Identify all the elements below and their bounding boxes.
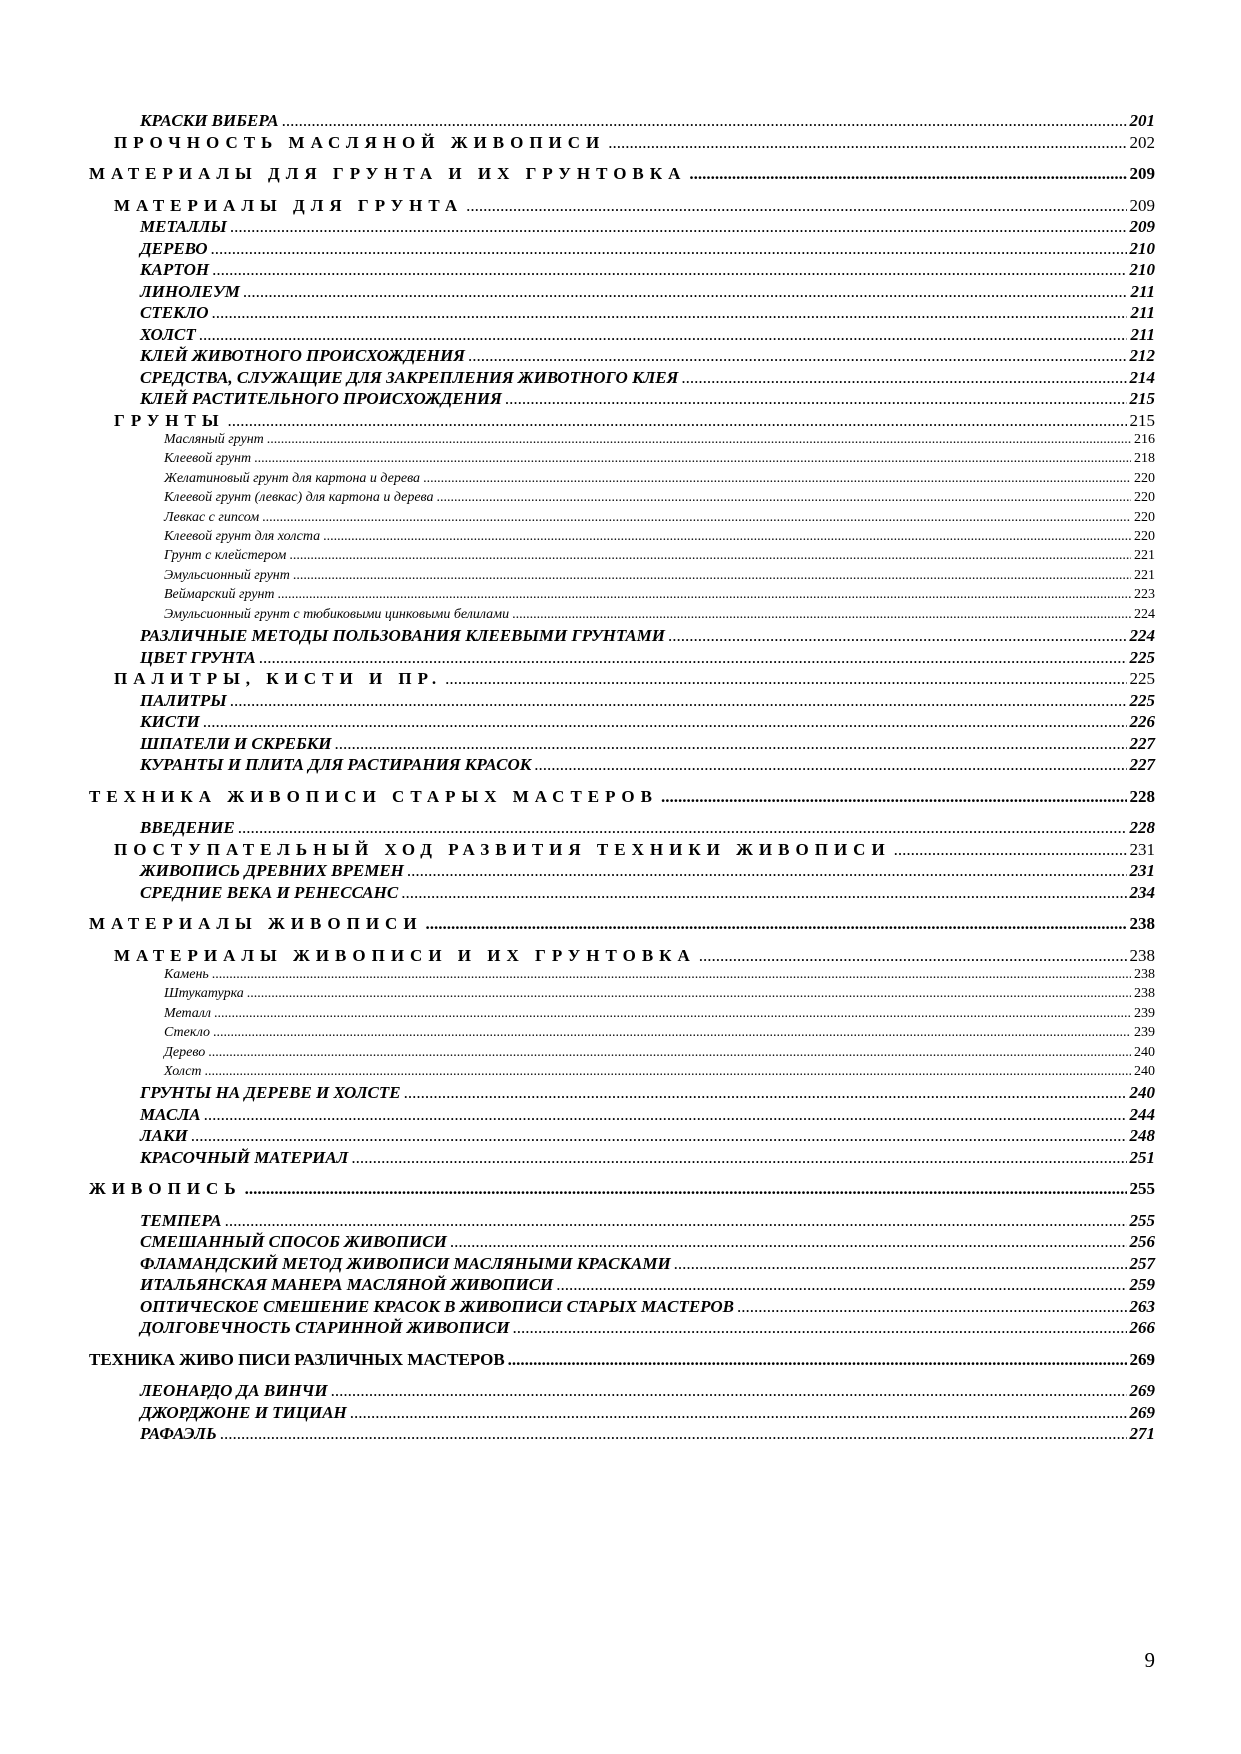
toc-entry-title: РАЗЛИЧНЫЕ МЕТОДЫ ПОЛЬЗОВАНИЯ КЛЕЕВЫМИ ГРУНТАМИ xyxy=(140,626,665,645)
toc-entry-page: 212 xyxy=(1129,346,1155,365)
toc-entry-title: ДЕРЕВО xyxy=(140,238,208,258)
toc-entry-page: 210 xyxy=(1129,238,1155,258)
toc-entry[interactable] xyxy=(0,239,1241,259)
toc-entry-title: КРАСКИ ВИБЕРА xyxy=(140,111,279,130)
toc-entry-page: 256 xyxy=(1129,1232,1155,1252)
toc-entry-title: Желатиновый грунт для картона и дерева xyxy=(164,470,421,486)
toc-entry[interactable] xyxy=(0,1275,1241,1295)
toc-entry-title: Масляный грунт xyxy=(164,432,264,447)
toc-entry-page: 223 xyxy=(1134,587,1155,603)
toc-entry[interactable] xyxy=(0,411,1241,431)
toc-entry-page: 209 xyxy=(1129,195,1155,215)
toc-entry[interactable] xyxy=(0,648,1241,668)
toc-entry-title: МАТЕРИАЛЫ ЖИВОПИСИ xyxy=(89,914,423,933)
dot-leader xyxy=(404,1083,1127,1103)
toc-entry-page: 227 xyxy=(1129,755,1155,774)
toc-entry-page: 248 xyxy=(1129,1126,1155,1146)
dot-leader xyxy=(426,914,1127,934)
toc-entry-title: ПАЛИТРЫ, КИСТИ И ПР. xyxy=(114,669,443,688)
toc-entry-title: МАТЕРИАЛЫ ДЛЯ ГРУНТА xyxy=(114,195,464,215)
toc-entry-title: ПАЛИТРЫ xyxy=(140,690,227,710)
toc-entry[interactable] xyxy=(0,490,1241,506)
dot-leader xyxy=(681,368,1126,388)
dot-leader xyxy=(894,840,1127,860)
toc-entry[interactable] xyxy=(0,164,1241,184)
dot-leader xyxy=(191,1126,1127,1146)
toc-entry[interactable] xyxy=(0,1064,1241,1080)
dot-leader xyxy=(204,1105,1127,1125)
toc-entry[interactable] xyxy=(0,471,1241,487)
dot-leader xyxy=(661,787,1127,807)
toc-entry-page: 257 xyxy=(1129,1253,1155,1273)
dot-leader xyxy=(350,1403,1127,1423)
toc-entry[interactable] xyxy=(0,217,1241,237)
toc-entry-page: 238 xyxy=(1134,967,1155,982)
dot-leader xyxy=(213,1025,1131,1041)
toc-entry[interactable] xyxy=(0,818,1241,838)
toc-entry-title: МАТЕРИАЛЫ ЖИВОПИСИ И ИХ ГРУНТОВКА xyxy=(114,945,696,965)
toc-entry[interactable] xyxy=(0,755,1241,775)
toc-entry[interactable] xyxy=(0,325,1241,345)
toc-entry-title: ПРОЧНОСТЬ МАСЛЯНОЙ ЖИВОПИСИ xyxy=(114,132,606,152)
toc-entry-title: Камень xyxy=(164,967,209,982)
toc-entry[interactable] xyxy=(0,133,1241,153)
dot-leader xyxy=(466,196,1126,216)
toc-entry[interactable] xyxy=(0,1045,1241,1061)
toc-entry-page: 263 xyxy=(1129,1296,1155,1316)
toc-entry-title: Клеевой грунт для холста xyxy=(164,529,321,544)
toc-entry-title: Дерево xyxy=(164,1044,206,1060)
dot-leader xyxy=(699,946,1127,966)
toc-entry-title: Штукатурка xyxy=(164,986,244,1002)
toc-entry-title: ГРУНТЫ xyxy=(114,410,225,430)
toc-entry-title: ИТАЛЬЯНСКАЯ МАНЕРА МАСЛЯНОЙ ЖИВОПИСИ xyxy=(140,1275,554,1295)
dot-leader xyxy=(228,411,1127,431)
toc-entry[interactable] xyxy=(0,1148,1241,1168)
toc-entry[interactable] xyxy=(0,840,1241,860)
toc-entry-title: ТЕМПЕРА xyxy=(140,1210,222,1230)
dot-leader xyxy=(230,217,1127,237)
toc-entry-title: СТЕКЛО xyxy=(140,303,209,322)
toc-entry-title: Клеевой грунт xyxy=(164,451,252,467)
toc-entry[interactable] xyxy=(0,282,1241,302)
toc-entry-page: 255 xyxy=(1129,1179,1155,1199)
dot-leader xyxy=(556,1275,1126,1295)
dot-leader xyxy=(423,471,1131,487)
dot-leader xyxy=(243,282,1128,302)
toc-entry[interactable] xyxy=(0,914,1241,934)
toc-entry-page: 238 xyxy=(1134,986,1155,1002)
toc-entry-page: 238 xyxy=(1129,914,1155,933)
toc-entry-page: 255 xyxy=(1129,1210,1155,1230)
dot-leader xyxy=(262,510,1131,526)
toc-entry-title: ЛЕОНАРДО ДА ВИНЧИ xyxy=(140,1381,328,1401)
toc-entry-page: 227 xyxy=(1129,733,1155,753)
toc-entry-page: 202 xyxy=(1129,132,1155,152)
toc-entry-title: РАФАЭЛЬ xyxy=(140,1424,217,1444)
dot-leader xyxy=(450,1232,1127,1252)
toc-entry-page: 266 xyxy=(1129,1318,1155,1338)
dot-leader xyxy=(212,967,1131,983)
dot-leader xyxy=(212,303,1128,323)
toc-entry-title: Металл xyxy=(164,1005,211,1021)
toc-entry-title: ВВЕДЕНИЕ xyxy=(140,818,235,837)
toc-entry-page: 239 xyxy=(1134,1005,1155,1021)
dot-leader xyxy=(245,1179,1127,1199)
toc-entry[interactable] xyxy=(0,368,1241,388)
toc-entry-title: ОПТИЧЕСКОЕ СМЕШЕНИЕ КРАСОК В ЖИВОПИСИ СТАРЫХ МАСТЕРОВ xyxy=(140,1296,734,1316)
toc-entry-page: 215 xyxy=(1129,410,1155,430)
toc-entry-page: 220 xyxy=(1134,509,1155,525)
toc-entry-title: МЕТАЛЛЫ xyxy=(140,217,227,236)
toc-entry-title: ГРУНТЫ НА ДЕРЕВЕ И ХОЛСТЕ xyxy=(140,1083,401,1103)
toc-entry[interactable] xyxy=(0,669,1241,689)
toc-entry-page: 226 xyxy=(1129,712,1155,731)
dot-leader xyxy=(259,648,1127,668)
toc-entry-page: 225 xyxy=(1129,690,1155,710)
toc-entry[interactable] xyxy=(0,529,1241,545)
dot-leader xyxy=(505,389,1127,409)
dot-leader xyxy=(214,1006,1131,1022)
dot-leader xyxy=(513,1318,1127,1338)
toc-entry-title: СРЕДНИЕ ВЕКА И РЕНЕССАНС xyxy=(140,882,399,902)
toc-entry-title: КИСТИ xyxy=(140,712,200,731)
toc-entry-title: ДОЛГОВЕЧНОСТЬ СТАРИННОЙ ЖИВОПИСИ xyxy=(140,1318,510,1338)
toc-entry-title: ТЕХНИКА ЖИВОПИСИ СТАРЫХ МАСТЕРОВ xyxy=(89,786,658,806)
toc-entry-title: Веймарский грунт xyxy=(164,587,275,603)
toc-entry-page: 224 xyxy=(1129,626,1155,645)
toc-entry-title: ЖИВОПИСЬ xyxy=(89,1179,242,1199)
toc-entry[interactable] xyxy=(0,1232,1241,1252)
dot-leader xyxy=(468,346,1127,366)
dot-leader xyxy=(267,432,1131,448)
toc-entry-page: 234 xyxy=(1129,882,1155,902)
toc-entry[interactable] xyxy=(0,1211,1241,1231)
toc-entry-page: 214 xyxy=(1129,367,1155,387)
toc-entry-page: 240 xyxy=(1134,1064,1155,1079)
toc-entry-page: 210 xyxy=(1129,260,1155,279)
toc-entry[interactable] xyxy=(0,451,1241,467)
dot-leader xyxy=(289,548,1131,564)
toc-entry[interactable] xyxy=(0,1006,1241,1022)
toc-entry[interactable] xyxy=(0,883,1241,903)
toc-entry-page: 269 xyxy=(1129,1381,1155,1401)
dot-leader xyxy=(211,239,1127,259)
dot-leader xyxy=(737,1297,1127,1317)
toc-entry-title: СМЕШАННЫЙ СПОСОБ ЖИВОПИСИ xyxy=(140,1232,447,1252)
toc-entry[interactable] xyxy=(0,1424,1241,1444)
dot-leader xyxy=(689,164,1126,184)
toc-entry[interactable] xyxy=(0,1126,1241,1146)
toc-entry-title: ДЖОРДЖОНЕ И ТИЦИАН xyxy=(140,1402,347,1422)
toc-entry-page: 209 xyxy=(1129,217,1155,236)
toc-entry[interactable] xyxy=(0,967,1241,983)
toc-entry[interactable] xyxy=(0,568,1241,584)
toc-entry-page: 228 xyxy=(1129,786,1155,806)
toc-entry-page: 269 xyxy=(1129,1402,1155,1422)
dot-leader xyxy=(199,325,1128,345)
toc-entry-page: 215 xyxy=(1129,389,1155,408)
toc-entry-title: ПОСТУПАТЕЛЬНЫЙ ХОД РАЗВИТИЯ ТЕХНИКИ ЖИВОПИСИ xyxy=(114,839,891,859)
toc-entry[interactable] xyxy=(0,1318,1241,1338)
dot-leader xyxy=(674,1254,1127,1274)
dot-leader xyxy=(534,755,1126,775)
toc-entry[interactable] xyxy=(0,986,1241,1002)
toc-entry-page: 201 xyxy=(1129,111,1155,130)
toc-entry-page: 259 xyxy=(1129,1275,1155,1295)
toc-entry[interactable] xyxy=(0,587,1241,603)
toc-entry-page: 269 xyxy=(1129,1349,1155,1369)
toc-entry-page: 239 xyxy=(1134,1025,1155,1041)
toc-entry[interactable] xyxy=(0,712,1241,732)
toc-entry-page: 220 xyxy=(1134,529,1155,544)
dot-leader xyxy=(335,734,1127,754)
dot-leader xyxy=(323,529,1131,545)
toc-entry-title: ФЛАМАНДСКИЙ МЕТОД ЖИВОПИСИ МАСЛЯНЫМИ КРАСКАМИ xyxy=(140,1253,671,1273)
dot-leader xyxy=(331,1381,1127,1401)
toc-entry[interactable] xyxy=(0,1381,1241,1401)
page-number: 9 xyxy=(1144,1648,1155,1672)
toc-entry-title: ЛИНОЛЕУМ xyxy=(140,281,240,301)
dot-leader xyxy=(278,587,1131,603)
dot-leader xyxy=(512,607,1131,623)
toc-entry-page: 225 xyxy=(1129,669,1155,688)
dot-leader xyxy=(407,861,1127,881)
toc-entry[interactable] xyxy=(0,260,1241,280)
toc-entry[interactable] xyxy=(0,1083,1241,1103)
toc-entry[interactable] xyxy=(0,111,1241,131)
toc-entry[interactable] xyxy=(0,734,1241,754)
dot-leader xyxy=(401,883,1126,903)
toc-entry-page: 211 xyxy=(1130,324,1155,344)
toc-entry-title: ЖИВОПИСЬ ДРЕВНИХ ВРЕМЕН xyxy=(140,861,404,880)
toc-entry-title: Грунт с клейстером xyxy=(164,548,287,564)
dot-leader xyxy=(668,626,1127,646)
toc-entry-title: Холст xyxy=(164,1064,202,1079)
toc-entry-title: КУРАНТЫ И ПЛИТА ДЛЯ РАСТИРАНИЯ КРАСОК xyxy=(140,755,532,774)
toc-entry-title: Левкас с гипсом xyxy=(164,509,260,525)
toc-entry-title: КЛЕЙ ЖИВОТНОГО ПРОИСХОЖДЕНИЯ xyxy=(140,346,465,365)
dot-leader xyxy=(208,1045,1131,1061)
toc-entry-page: 221 xyxy=(1134,567,1155,583)
dot-leader xyxy=(220,1424,1127,1444)
toc-entry-title: МАСЛА xyxy=(140,1104,201,1124)
toc-entry[interactable] xyxy=(0,1025,1241,1041)
toc-entry-page: 224 xyxy=(1134,606,1155,622)
toc-entry-title: КРАСОЧНЫЙ МАТЕРИАЛ xyxy=(140,1147,349,1167)
dot-leader xyxy=(293,568,1131,584)
toc-entry-title: СРЕДСТВА, СЛУЖАЩИЕ ДЛЯ ЗАКРЕПЛЕНИЯ ЖИВОТНОГО КЛЕЯ xyxy=(140,367,679,387)
dot-leader xyxy=(247,986,1131,1002)
toc-entry-page: 240 xyxy=(1129,1083,1155,1103)
dot-leader xyxy=(238,818,1127,838)
toc-entry-page: 211 xyxy=(1130,303,1155,322)
toc-entry-title: ЦВЕТ ГРУНТА xyxy=(140,647,256,667)
dot-leader xyxy=(282,111,1127,131)
dot-leader xyxy=(205,1064,1131,1080)
toc-entry-page: 221 xyxy=(1134,548,1155,564)
toc-entry[interactable] xyxy=(0,861,1241,881)
toc-entry-page: 209 xyxy=(1129,164,1155,183)
toc-entry[interactable] xyxy=(0,389,1241,409)
dot-leader xyxy=(445,669,1126,689)
dot-leader xyxy=(608,133,1126,153)
toc-entry-page: 251 xyxy=(1129,1147,1155,1167)
dot-leader xyxy=(351,1148,1126,1168)
toc-entry-title: Стекло xyxy=(164,1025,210,1041)
toc-entry-title: Клеевой грунт (левкас) для картона и дерева xyxy=(164,490,434,506)
toc-entry-title: МАТЕРИАЛЫ ДЛЯ ГРУНТА И ИХ ГРУНТОВКА xyxy=(89,164,687,183)
toc-entry[interactable] xyxy=(0,1350,1241,1370)
toc-entry[interactable] xyxy=(0,1403,1241,1423)
toc-entry[interactable] xyxy=(0,303,1241,323)
toc-entry[interactable] xyxy=(0,1105,1241,1125)
toc-entry[interactable] xyxy=(0,626,1241,646)
dot-leader xyxy=(230,691,1127,711)
toc-entry-page: 231 xyxy=(1129,861,1155,880)
toc-entry-title: КАРТОН xyxy=(140,260,210,279)
toc-entry-page: 225 xyxy=(1129,647,1155,667)
toc-entry-title: ХОЛСТ xyxy=(140,324,196,344)
toc-entry-page: 216 xyxy=(1134,432,1155,447)
toc-entry-page: 218 xyxy=(1134,451,1155,467)
toc-entry-page: 240 xyxy=(1134,1044,1155,1060)
dot-leader xyxy=(254,451,1131,467)
toc-entry-page: 211 xyxy=(1130,281,1155,301)
dot-leader xyxy=(508,1350,1127,1370)
toc-entry[interactable] xyxy=(0,432,1241,448)
toc-entry-page: 244 xyxy=(1129,1104,1155,1124)
toc-entry[interactable] xyxy=(0,946,1241,966)
toc-entry[interactable] xyxy=(0,607,1241,623)
toc-entry-title: Эмульсионный грунт xyxy=(164,567,290,583)
toc-entry[interactable] xyxy=(0,1179,1241,1199)
toc-entry-page: 228 xyxy=(1129,818,1155,837)
dot-leader xyxy=(212,260,1126,280)
toc-entry[interactable] xyxy=(0,548,1241,564)
toc-entry-page: 220 xyxy=(1134,470,1155,486)
toc-entry[interactable] xyxy=(0,510,1241,526)
toc-entry-page: 220 xyxy=(1134,490,1155,506)
toc-entry-title: ЛАКИ xyxy=(140,1126,188,1146)
toc-entry-title: ТЕХНИКА ЖИВО ПИСИ РАЗЛИЧНЫХ МАСТЕРОВ xyxy=(89,1349,505,1369)
toc-entry[interactable] xyxy=(0,1297,1241,1317)
toc-entry-page: 238 xyxy=(1129,945,1155,965)
toc-entry[interactable] xyxy=(0,1254,1241,1274)
dot-leader xyxy=(225,1211,1127,1231)
dot-leader xyxy=(203,712,1127,732)
toc-entry-title: ШПАТЕЛИ И СКРЕБКИ xyxy=(140,733,332,753)
toc-entry[interactable] xyxy=(0,346,1241,366)
toc-entry[interactable] xyxy=(0,787,1241,807)
toc-entry[interactable] xyxy=(0,196,1241,216)
toc-entry[interactable] xyxy=(0,691,1241,711)
toc-entry-title: КЛЕЙ РАСТИТЕЛЬНОГО ПРОИСХОЖДЕНИЯ xyxy=(140,389,502,408)
toc-entry-title: Эмульсионный грунт с тюбиковыми цинковыми белилами xyxy=(164,606,510,622)
toc-entry-page: 271 xyxy=(1129,1424,1155,1444)
dot-leader xyxy=(437,490,1131,506)
toc-entry-page: 231 xyxy=(1129,839,1155,859)
